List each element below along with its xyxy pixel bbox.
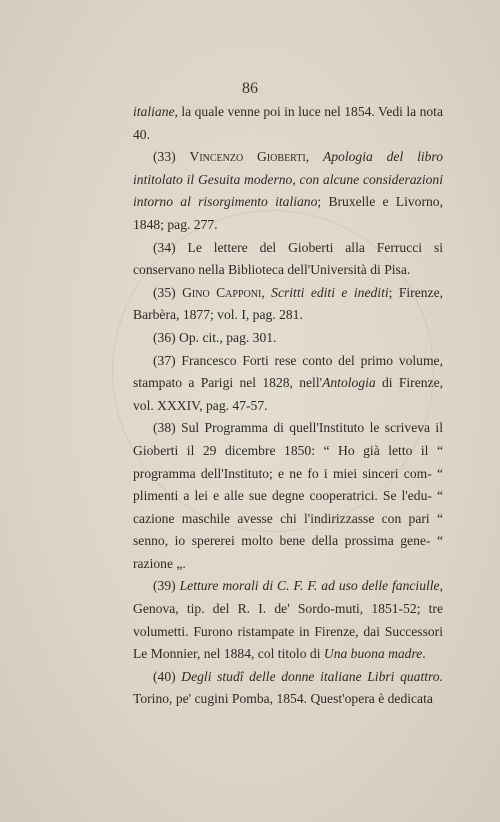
note-segment: , (305, 149, 323, 165)
note-segment: Degli studî delle donne italiane Libri quattro. (181, 668, 443, 684)
note-p33 (133, 146, 443, 236)
note-segment: (38) Sul Programma di quell'Instituto le scriveva il Gioberti il 29 dicembre 1850: “ Ho già letto il “ programma dell'Instituto; e ne fo i miei sinceri com- “ plimenti a lei e alle sue degne cooperatrici. Se l'edu- “ cazione maschile avesse chi l'indirizzasse con pari “ senno, io spererei molto bene della prossima gene- “ razione „. (133, 420, 443, 571)
notes-text (133, 101, 443, 711)
note-segment: italiane (133, 104, 175, 119)
note-p40 (133, 666, 443, 711)
note-segment: (39) (153, 578, 180, 594)
note-segment: , la quale venne poi in luce nel 1854. Vedi la nota 40. (133, 104, 443, 142)
note-segment: . (422, 646, 426, 662)
note-p36 (133, 327, 443, 350)
note-segment: di Firenze, vol. XXXIV, pag. 47-57. (133, 375, 443, 413)
note-segment: (35) (153, 284, 183, 300)
note-segment: Vincenzo Gioberti (189, 149, 306, 165)
note-segment: , (261, 284, 272, 300)
note-segment: Gino Capponi (182, 284, 262, 300)
note-p39 (133, 575, 443, 665)
page-number: 86 (242, 80, 258, 97)
note-segment: (34) Le lettere del Gioberti alla Ferrucci si conservano nella Biblioteca dell'Università di Pisa. (133, 239, 443, 278)
note-segment: (33) (153, 149, 190, 165)
note-segment: Scritti editi e inediti (271, 284, 389, 300)
note-segment: ; Firenze, Barbèra, 1877; vol. I, pag. 281. (133, 284, 443, 323)
note-segment: Torino, pe' cugini Pomba, 1854. Quest'opera è dedicata (133, 691, 433, 707)
note-segment: Una buona madre (323, 646, 423, 662)
note-segment: Letture morali di C. F. F. ad uso delle fanciulle (179, 578, 440, 594)
note-p37 (133, 350, 443, 418)
note-p35 (133, 282, 443, 327)
note-p0 (133, 101, 443, 146)
note-p38 (133, 417, 443, 575)
note-segment: (37) Francesco Forti rese conto del primo volume, stampato a Parigi nel 1828, nell' (133, 352, 443, 391)
note-segment: , Genova, tip. del R. I. de' Sordo-muti, 1851-52; tre volumetti. Furono ristampate in Firenze, dai Successori Le Monnier, nel 1884, col titolo di (133, 578, 443, 662)
note-p34 (133, 237, 443, 282)
note-segment: Apologia del libro intitolato il Gesuita moderno, con alcune considerazioni intorno al risorgimento italiano (133, 149, 444, 210)
note-segment: ; Bruxelle e Livorno, 1848; pag. 277. (133, 194, 443, 232)
note-segment: (40) (153, 668, 182, 684)
note-segment: Antologia (322, 375, 376, 391)
note-segment: (36) Op. cit., pag. 301. (153, 329, 277, 345)
